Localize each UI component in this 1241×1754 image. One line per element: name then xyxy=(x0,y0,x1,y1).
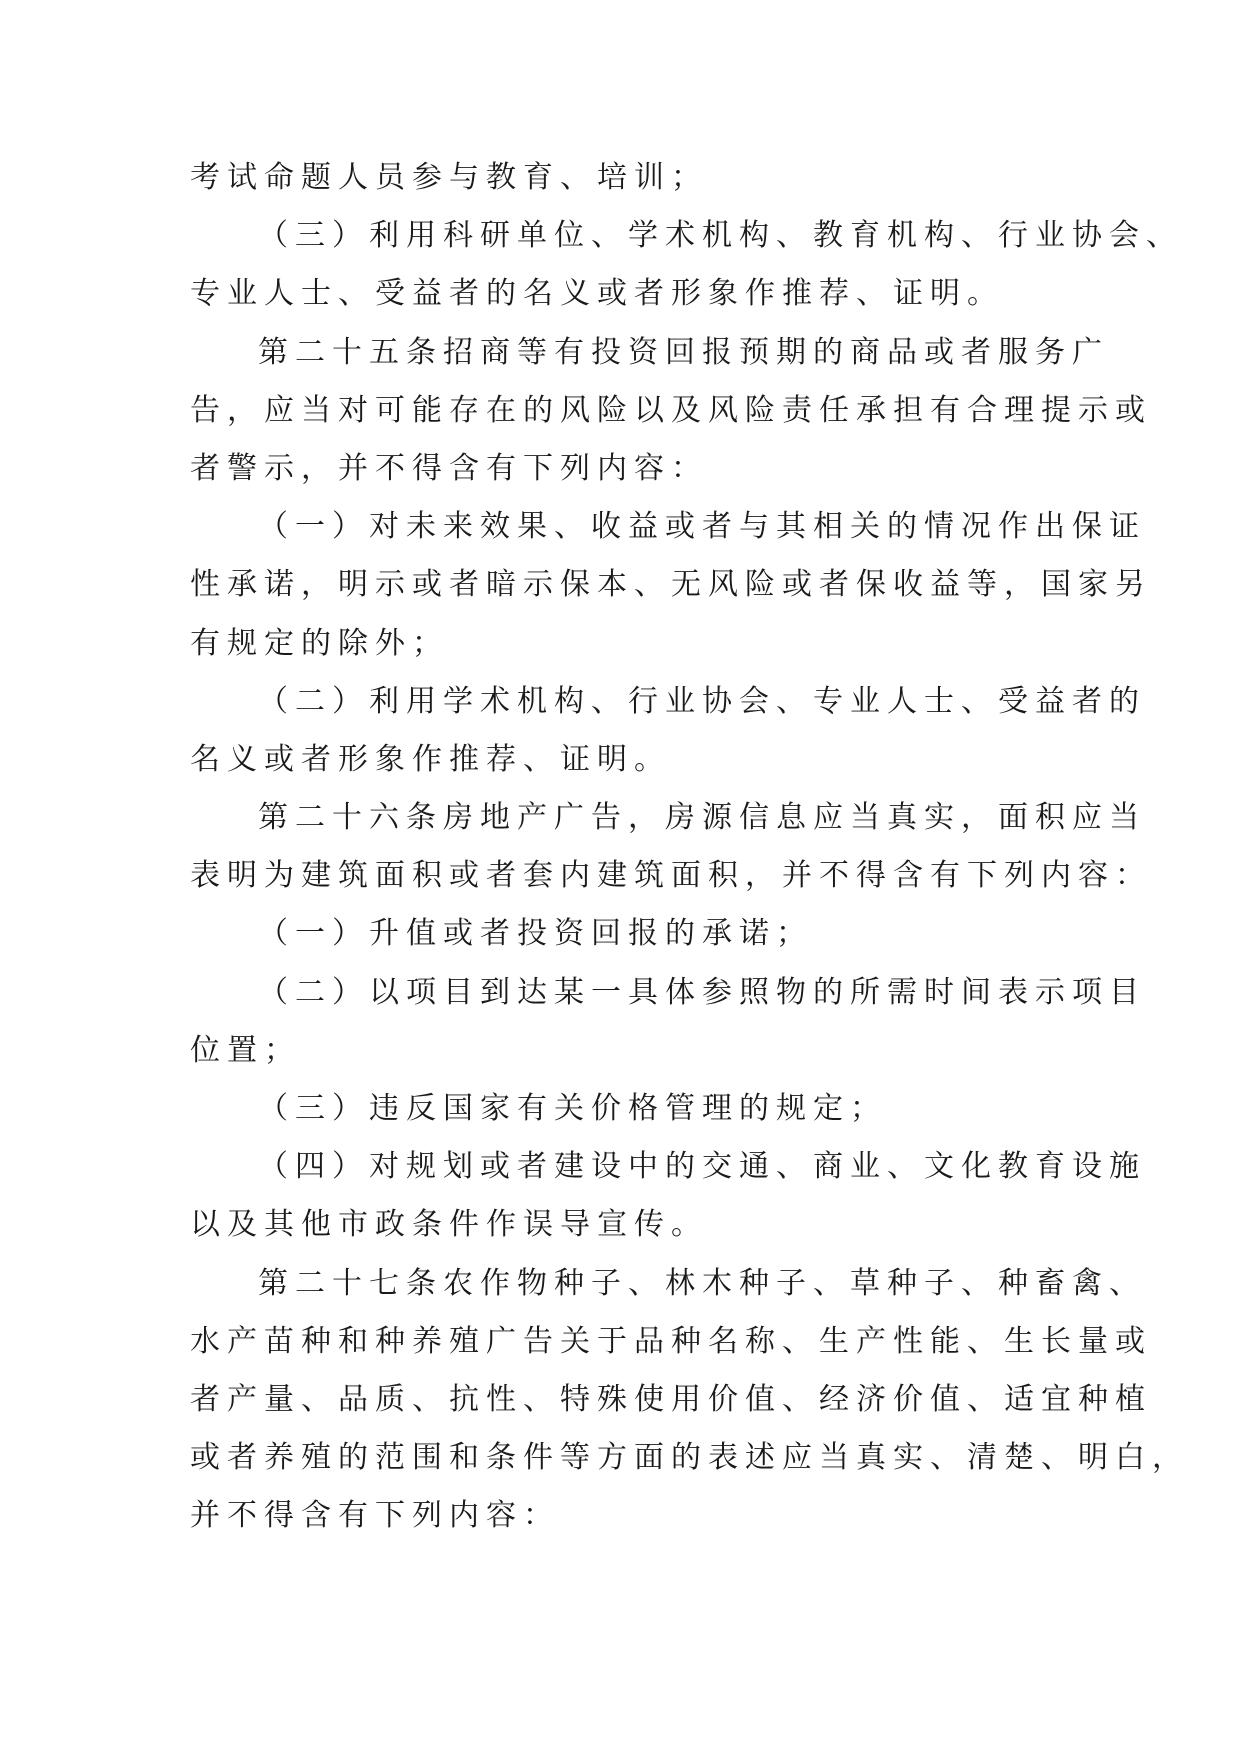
text-line: 考试命题人员参与教育、培训； xyxy=(190,160,708,195)
text-line: 或者养殖的范围和条件等方面的表述应当真实、清楚、明白， xyxy=(190,1440,1189,1476)
text-line: 性承诺，明示或者暗示保本、无风险或者保收益等，国家另 xyxy=(190,567,1152,603)
text-line: 并不得含有下列内容： xyxy=(190,1498,560,1534)
text-line: （三）违反国家有关价格管理的规定； xyxy=(258,1091,887,1126)
text-line: 表明为建筑面积或者套内建筑面积，并不得含有下列内容： xyxy=(190,858,1152,894)
text-line: 告，应当对可能存在的风险以及风险责任承担有合理提示或 xyxy=(190,392,1152,428)
text-line: （四）对规划或者建设中的交通、商业、文化教育设施 xyxy=(258,1149,1146,1185)
text-line: （一）升值或者投资回报的承诺； xyxy=(258,916,813,952)
text-line: 以及其他市政条件作误导宣传。 xyxy=(190,1207,708,1243)
text-line: （一）对未来效果、收益或者与其相关的情况作出保证 xyxy=(258,509,1146,545)
document-body xyxy=(190,158,1189,1555)
text-line: （二）利用学术机构、行业协会、专业人士、受益者的 xyxy=(258,683,1146,719)
text-line: （三）利用科研单位、学术机构、教育机构、行业协会、 xyxy=(258,218,1183,254)
text-line: 名义或者形象作推荐、证明。 xyxy=(190,741,671,777)
text-line: 者产量、品质、抗性、特殊使用价值、经济价值、适宜种植 xyxy=(190,1381,1152,1417)
text-line: 有规定的除外； xyxy=(190,625,449,661)
text-line: （二）以项目到达某一具体参照物的所需时间表示项目 xyxy=(258,974,1146,1010)
text-line: 者警示，并不得含有下列内容： xyxy=(190,450,708,486)
text-line: 第二十六条房地产广告，房源信息应当真实，面积应当 xyxy=(258,800,1146,836)
text-line: 专业人士、受益者的名义或者形象作推荐、证明。 xyxy=(190,276,1004,312)
text-line: 位置； xyxy=(190,1032,301,1068)
text-line: 水产苗种和种养殖广告关于品种名称、生产性能、生长量或 xyxy=(190,1323,1152,1359)
text-line: 第二十五条招商等有投资回报预期的商品或者服务广 xyxy=(258,334,1109,370)
text-line: 第二十七条农作物种子、林木种子、草种子、种畜禽、 xyxy=(258,1265,1146,1301)
